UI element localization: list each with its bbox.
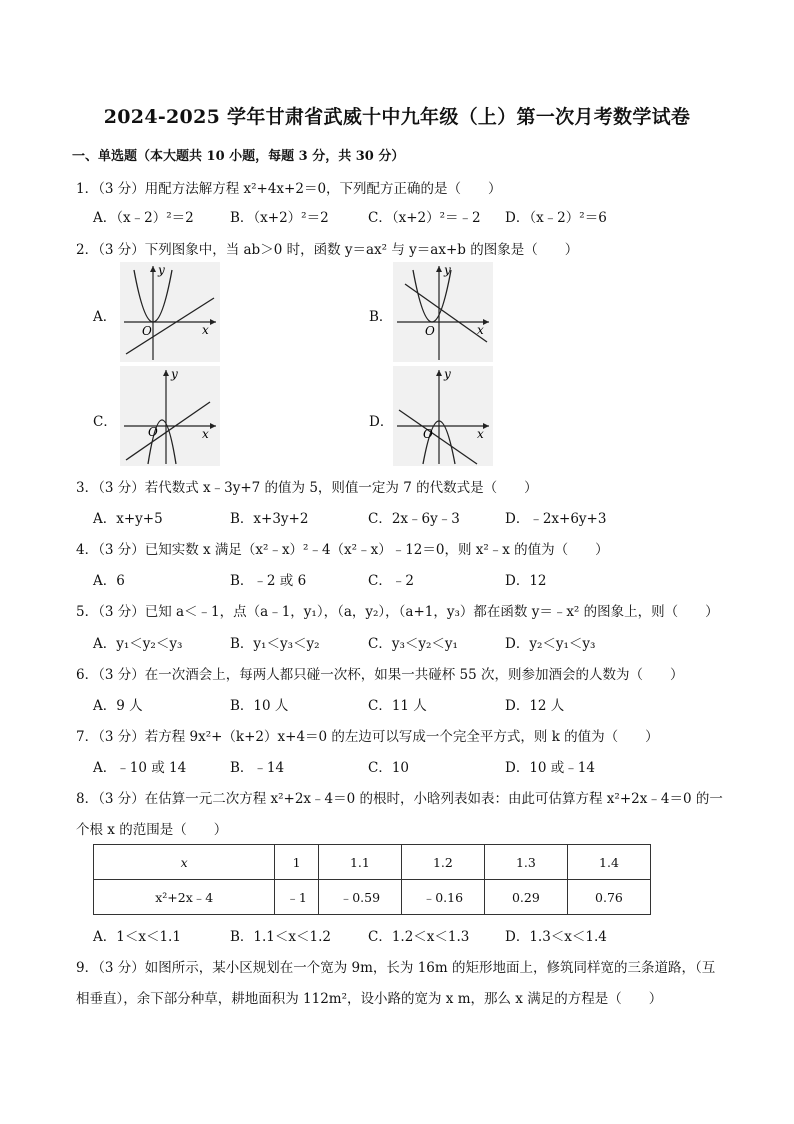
table-cell: ﹣1 (275, 880, 318, 915)
q2c-y-label: y (171, 367, 178, 381)
q5-option-a[interactable]: A．y₁＜y₂＜y₃ (93, 636, 183, 652)
table-cell: 0.29 (484, 880, 567, 915)
question-1-options (0, 206, 794, 228)
q4-option-b[interactable]: B．﹣2 或 6 (230, 573, 307, 589)
q7-option-c[interactable]: C．10 (368, 760, 410, 776)
q7-option-b[interactable]: B．﹣14 (230, 760, 285, 776)
q2-option-a[interactable]: A． (93, 309, 117, 325)
question-6: 6．（3 分）在一次酒会上，每两人都只碰一次杯，如果一共碰杯 55 次，则参加酒会的人数为（ ） (76, 667, 684, 683)
q1-option-c[interactable]: C．（x+2）²＝﹣2 (368, 210, 481, 226)
q4-option-d[interactable]: D．12 (505, 573, 547, 589)
q2c-origin-label: O (148, 425, 158, 439)
q2a-origin-label: O (142, 324, 152, 338)
question-4: 4．（3 分）已知实数 x 满足（x²﹣x）²﹣4（x²﹣x）﹣12＝0，则 x²﹣x 的值为（ ） (76, 542, 609, 558)
q7-option-a[interactable]: A．﹣10 或 14 (93, 760, 187, 776)
q6-option-c[interactable]: C．11 人 (368, 698, 427, 714)
question-6-options (0, 694, 794, 716)
q6-option-b[interactable]: B．10 人 (230, 698, 289, 714)
question-2: 2．（3 分）下列图象中，当 ab＞0 时，函数 y＝ax² 与 y＝ax+b 的图象是（ ） (76, 242, 579, 258)
q2d-y-label: y (444, 367, 451, 381)
q8-option-d[interactable]: D．1.3＜x＜1.4 (505, 929, 607, 945)
table-row (94, 880, 651, 915)
question-5-options (0, 632, 794, 654)
question-8-line-2: 个根 x 的范围是（ ） (76, 822, 228, 838)
q1-option-a[interactable]: A．（x﹣2）²＝2 (93, 210, 194, 226)
q2-option-b[interactable]: B． (369, 309, 393, 325)
question-4-options (0, 569, 794, 591)
q8-option-c[interactable]: C．1.2＜x＜1.3 (368, 929, 470, 945)
question-1: 1．（3 分）用配方法解方程 x²+4x+2＝0，下列配方正确的是（ ） (76, 181, 502, 197)
q2a-x-label: x (202, 323, 209, 337)
q4-option-c[interactable]: C．﹣2 (368, 573, 414, 589)
table-cell: 1.2 (401, 845, 484, 880)
q2-graph-c (120, 366, 220, 466)
question-8: 8．（3 分）在估算一元二次方程 x²+2x﹣4＝0 的根时，小晗列表如表：由此可估算方程 x²+2x﹣4＝0 的一 (76, 791, 723, 807)
q2-graph-a (120, 262, 220, 362)
q2-graph-d (393, 366, 493, 466)
q2-option-d[interactable]: D． (369, 414, 394, 430)
q8-option-b[interactable]: B．1.1＜x＜1.2 (230, 929, 331, 945)
q2a-y-label: y (158, 263, 165, 277)
table-cell: 1.4 (567, 845, 650, 880)
question-7-options (0, 756, 794, 778)
question-9: 9．（3 分）如图所示，某小区规划在一个宽为 9m，长为 16m 的矩形地面上，修筑同样宽的三条道路，（互 (76, 960, 716, 976)
question-8-options (0, 925, 794, 947)
q5-option-c[interactable]: C．y₃＜y₂＜y₁ (368, 636, 458, 652)
table-cell: ﹣0.16 (401, 880, 484, 915)
table-cell: x (94, 845, 275, 880)
table-cell: ﹣0.59 (318, 880, 401, 915)
q5-option-b[interactable]: B．y₁＜y₃＜y₂ (230, 636, 320, 652)
q6-option-d[interactable]: D．12 人 (505, 698, 565, 714)
q1-option-b[interactable]: B．（x+2）²＝2 (230, 210, 329, 226)
q8-option-a[interactable]: A．1＜x＜1.1 (93, 929, 181, 945)
question-9-line-2: 相垂直），余下部分种草，耕地面积为 112m²，设小路的宽为 x m，那么 x 满足的方程是（ ） (76, 991, 663, 1007)
table-cell: 0.76 (567, 880, 650, 915)
table-cell: 1.1 (318, 845, 401, 880)
q3-option-b[interactable]: B．x+3y+2 (230, 511, 309, 527)
table-cell: 1.3 (484, 845, 567, 880)
q7-option-d[interactable]: D．10 或﹣14 (505, 760, 595, 776)
q1-option-d[interactable]: D．（x﹣2）²＝6 (505, 210, 607, 226)
q3-option-a[interactable]: A．x+y+5 (93, 511, 163, 527)
q2-graph-b (393, 262, 493, 362)
table-cell: 1 (275, 845, 318, 880)
question-5: 5．（3 分）已知 a＜﹣1，点（a﹣1，y₁），（a，y₂），（a+1，y₃）都在函数 y＝﹣x² 的图象上，则（ ） (76, 604, 719, 620)
question-3-options (0, 507, 794, 529)
q4-option-a[interactable]: A．6 (93, 573, 125, 589)
estimate-table (93, 844, 651, 915)
q3-option-d[interactable]: D．﹣2x+6y+3 (505, 511, 607, 527)
q2-option-c[interactable]: C． (93, 414, 117, 430)
q2b-y-label: y (444, 263, 451, 277)
q3-option-c[interactable]: C．2x﹣6y﹣3 (368, 511, 460, 527)
question-7: 7．（3 分）若方程 9x²+（k+2）x+4＝0 的左边可以写成一个完全平方式，则 k 的值为（ ） (76, 729, 659, 745)
q2d-origin-label: O (423, 427, 433, 441)
q2c-x-label: x (202, 427, 209, 441)
section-heading: 一、单选题（本大题共 10 小题，每题 3 分，共 30 分） (72, 149, 405, 164)
q2b-x-label: x (477, 323, 484, 337)
table-cell: x²+2x﹣4 (94, 880, 275, 915)
exam-title: 2024-2025 学年甘肃省武威十中九年级（上）第一次月考数学试卷 (103, 106, 691, 128)
table-row (94, 845, 651, 880)
q6-option-a[interactable]: A．9 人 (93, 698, 143, 714)
question-3: 3．（3 分）若代数式 x﹣3y+7 的值为 5，则值一定为 7 的代数式是（ ） (76, 480, 538, 496)
q2b-origin-label: O (425, 324, 435, 338)
q5-option-d[interactable]: D．y₂＜y₁＜y₃ (505, 636, 596, 652)
q2d-x-label: x (477, 427, 484, 441)
